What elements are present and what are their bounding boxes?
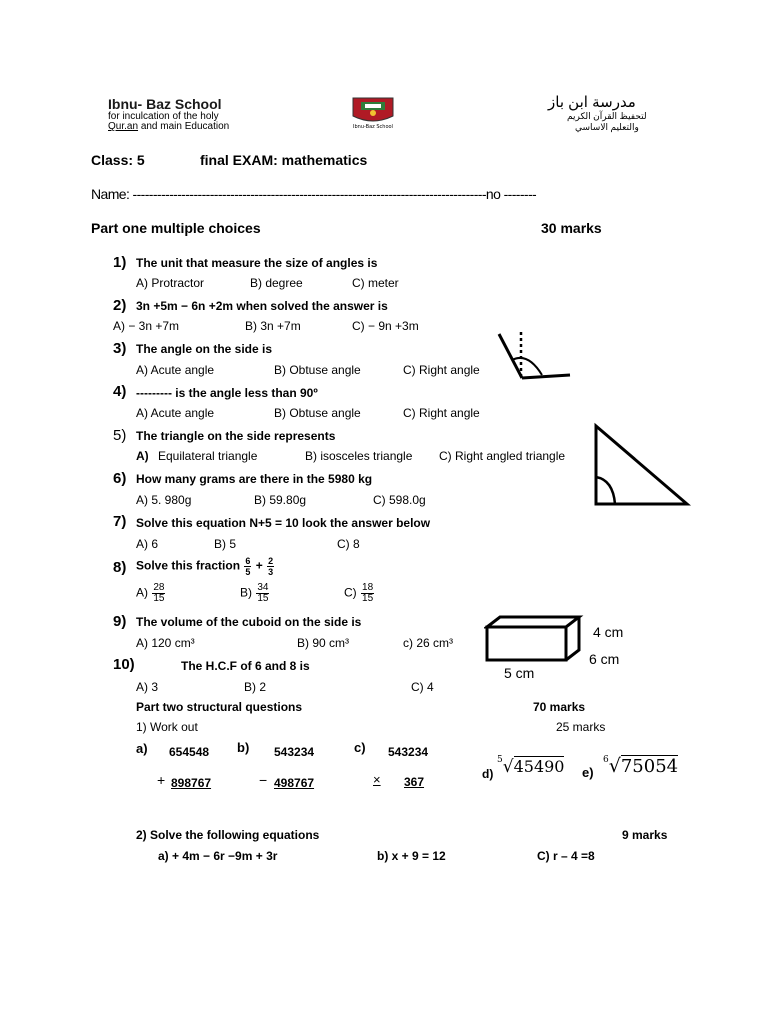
q9-option-c: c) 26 cm³ <box>403 636 454 650</box>
q7-option-a: A) 6 <box>136 537 159 551</box>
equation-a: a) + 4m − 6r −9m + 3r <box>158 849 278 863</box>
school-tagline-quran: Qur.an <box>108 121 139 132</box>
item-a-operator: + <box>157 772 166 788</box>
cuboid-dimension-width: 5 cm <box>504 665 535 681</box>
radical-icon: √ <box>502 757 514 777</box>
item-d-root <box>497 754 565 777</box>
right-triangle-figure <box>591 422 691 508</box>
q1-option-a: A) Protractor <box>136 276 205 290</box>
q6-number: 6) <box>113 470 127 487</box>
q5-number: 5) <box>113 427 127 444</box>
school-tagline-2 <box>108 121 229 132</box>
item-b-bottom-number: 498767 <box>274 776 315 790</box>
part-one-marks: 30 marks <box>541 220 602 236</box>
item-a-bottom-number: 898767 <box>171 776 212 790</box>
item-d-label: d) <box>482 767 494 781</box>
equation-c: C) r – 4 =8 <box>537 849 595 863</box>
cuboid-figure <box>484 614 584 664</box>
school-seal-logo <box>343 94 403 132</box>
q7-text: Solve this equation N+5 = 10 look the answer below <box>136 516 431 530</box>
q9-text: The volume of the cuboid on the side is <box>136 615 362 629</box>
item-c-label: c) <box>354 740 366 755</box>
q9-option-b: B) 90 cm³ <box>297 636 350 650</box>
part-two-marks: 70 marks <box>533 700 586 714</box>
radical-icon: √ <box>608 755 621 777</box>
q2-text: 3n +5m − 6n +2m when solved the answer is <box>136 299 388 313</box>
item-b-top-number: 543234 <box>274 745 315 759</box>
cuboid-dimension-length: 4 cm <box>593 624 624 640</box>
q4-text: --------- is the angle less than 90º <box>136 386 318 400</box>
item-b-label: b) <box>237 740 250 755</box>
item-a-label: a) <box>136 741 148 756</box>
item-b-operator: − <box>259 772 268 788</box>
part-two-title: Part two structural questions <box>136 700 303 714</box>
cuboid-dimension-height: 6 cm <box>589 651 620 667</box>
class-label: Class: 5 <box>91 152 145 168</box>
q7-number: 7) <box>113 513 127 530</box>
q1-option-c: C) meter <box>352 276 399 290</box>
q8-fraction-2: $\frac{2}{3}$ <box>268 556 274 577</box>
equations-marks: 9 marks <box>622 828 668 842</box>
q8-plus: + <box>255 558 263 573</box>
item-a-top-number: 654548 <box>169 745 210 759</box>
school-tagline-ar-2: والتعليم الاساسي <box>575 122 639 132</box>
q9-number: 9) <box>113 613 127 630</box>
q4-option-a: A) Acute angle <box>136 406 215 420</box>
q3-number: 3) <box>113 340 127 357</box>
q10-option-c: C) 4 <box>411 680 434 694</box>
q4-option-b: B) Obtuse angle <box>274 406 361 420</box>
q7-option-b: B) 5 <box>214 537 237 551</box>
q3-option-b: B) Obtuse angle <box>274 363 361 377</box>
q10-number: 10) <box>113 656 135 673</box>
item-d-index: 5 <box>497 754 503 765</box>
q2-option-c: C) − 9n +3m <box>352 319 419 333</box>
school-name-ar: مدرسة ابن باز <box>548 94 636 111</box>
q5-option-b: B) isosceles triangle <box>305 449 413 463</box>
q8-option-c: C) $\frac{18}{15}$ <box>344 582 374 604</box>
q10-option-a: A) 3 <box>136 680 159 694</box>
school-name-en: Ibnu- Baz School <box>108 96 222 112</box>
q9-option-a: A) 120 cm³ <box>136 636 195 650</box>
q4-option-c: C) Right angle <box>403 406 480 420</box>
q6-option-a: A) 5. 980g <box>136 493 192 507</box>
q8-number: 8) <box>113 559 127 576</box>
q5-option-a-label: A) <box>136 449 149 463</box>
q8-text-label: Solve this fraction <box>136 558 241 573</box>
part-one-title: Part one multiple choices <box>91 220 261 236</box>
equation-b: b) x + 9 = 12 <box>377 849 446 863</box>
q8-fraction-1: $\frac{6}{5}$ <box>245 556 251 577</box>
q5-option-c: C) Right angled triangle <box>439 449 566 463</box>
name-line: Name: ---------------------------------------------------------------------------------------no -------- <box>91 186 537 202</box>
school-tagline-ar-1: لتحفيظ القرآن الكريم <box>567 111 647 121</box>
q1-option-b: B) degree <box>250 276 303 290</box>
q7-option-c: C) 8 <box>337 537 360 551</box>
q1-number: 1) <box>113 254 127 271</box>
q8-text <box>136 556 275 577</box>
q6-option-b: B) 59.80g <box>254 493 307 507</box>
q2-number: 2) <box>113 297 127 314</box>
q5-option-a: Equilateral triangle <box>158 449 258 463</box>
q3-option-c: C) Right angle <box>403 363 480 377</box>
q1-text: The unit that measure the size of angles is <box>136 256 378 270</box>
q8-option-b: B) $\frac{34}{15}$ <box>240 582 269 604</box>
q6-text: How many grams are there in the 5980 kg <box>136 472 373 486</box>
q2-option-a: A) − 3n +7m <box>113 319 180 333</box>
item-e-label: e) <box>582 765 594 780</box>
q10-text: The H.C.F of 6 and 8 is <box>181 659 310 673</box>
item-d-radicand: 45490 <box>513 757 565 776</box>
work-out-heading: 1) Work out <box>136 720 198 734</box>
school-tagline-1: for inculcation of the holy <box>108 111 219 122</box>
item-c-bottom-number: 367 <box>404 775 425 789</box>
q2-option-b: B) 3n +7m <box>245 319 301 333</box>
q3-text: The angle on the side is <box>136 342 273 356</box>
q8-option-a: A) $\frac{28}{15}$ <box>136 582 165 604</box>
seal-text: Ibnu-Baz School <box>353 124 393 130</box>
exam-title: final EXAM: mathematics <box>200 152 368 168</box>
item-e-index: 6 <box>603 754 609 765</box>
q4-number: 4) <box>113 383 127 400</box>
work-out-marks: 25 marks <box>556 720 606 734</box>
q5-text: The triangle on the side represents <box>136 429 336 443</box>
obtuse-angle-figure <box>494 330 574 382</box>
q10-option-b: B) 2 <box>244 680 267 694</box>
item-e-radicand: 75054 <box>620 756 679 777</box>
item-e-root <box>603 755 678 777</box>
item-c-top-number: 543234 <box>388 745 429 759</box>
equations-heading: 2) Solve the following equations <box>136 828 320 842</box>
q3-option-a: A) Acute angle <box>136 363 215 377</box>
school-tagline-rest: and main Education <box>140 121 230 132</box>
item-c-operator: × <box>373 772 381 787</box>
q6-option-c: C) 598.0g <box>373 493 426 507</box>
